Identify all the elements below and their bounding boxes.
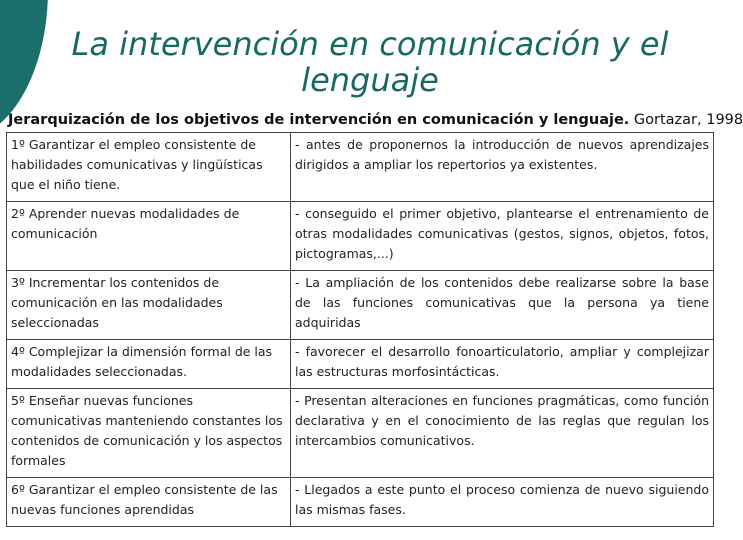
table-row	[7, 271, 714, 340]
table-row	[7, 133, 714, 202]
heading-source: Gortazar, 1998	[629, 112, 743, 128]
table-row	[7, 202, 714, 271]
table-row	[7, 340, 714, 389]
objective-cell: 3º Incrementar los contenidos de comunicación en las modalidades seleccionadas	[7, 271, 291, 340]
objective-cell: 5º Enseñar nuevas funciones comunicativas manteniendo constantes los contenidos de comunicación y los aspectos formales	[7, 389, 291, 478]
objective-cell: 1º Garantizar el empleo consistente de habilidades comunicativas y lingüísticas que el niño tiene.	[7, 133, 291, 202]
table-row	[7, 478, 714, 527]
description-cell: - conseguido el primer objetivo, plantearse el entrenamiento de otras modalidades comunicativas (gestos, signos, objetos, fotos, pictogramas,...)	[291, 202, 714, 271]
description-cell: - Llegados a este punto el proceso comienza de nuevo siguiendo las mismas fases.	[291, 478, 714, 527]
description-cell: - favorecer el desarrollo fonoarticulatorio, ampliar y complejizar las estructuras morfosintácticas.	[291, 340, 714, 389]
description-cell: - antes de proponernos la introducción de nuevos aprendizajes dirigidos a ampliar los repertorios ya existentes.	[291, 133, 714, 202]
objective-cell: 4º Complejizar la dimensión formal de las modalidades seleccionadas.	[7, 340, 291, 389]
description-cell: - La ampliación de los contenidos debe realizarse sobre la base de las funciones comunicativas que la persona ya tiene adquiridas	[291, 271, 714, 340]
objective-cell: 6º Garantizar el empleo consistente de las nuevas funciones aprendidas	[7, 478, 291, 527]
slide-title: La intervención en comunicación y el lenguaje	[71, 25, 669, 99]
heading-bold-text: Jerarquización de los objetivos de intervención en comunicación y lenguaje.	[8, 112, 630, 128]
objectives-table	[6, 132, 714, 527]
description-cell: - Presentan alteraciones en funciones pragmáticas, como función declarativa y en el conocimiento de las reglas que regulan los intercambios comunicativos.	[291, 389, 714, 478]
objective-cell: 2º Aprender nuevas modalidades de comunicación	[7, 202, 291, 271]
table-row	[7, 389, 714, 478]
table-heading	[8, 112, 743, 128]
